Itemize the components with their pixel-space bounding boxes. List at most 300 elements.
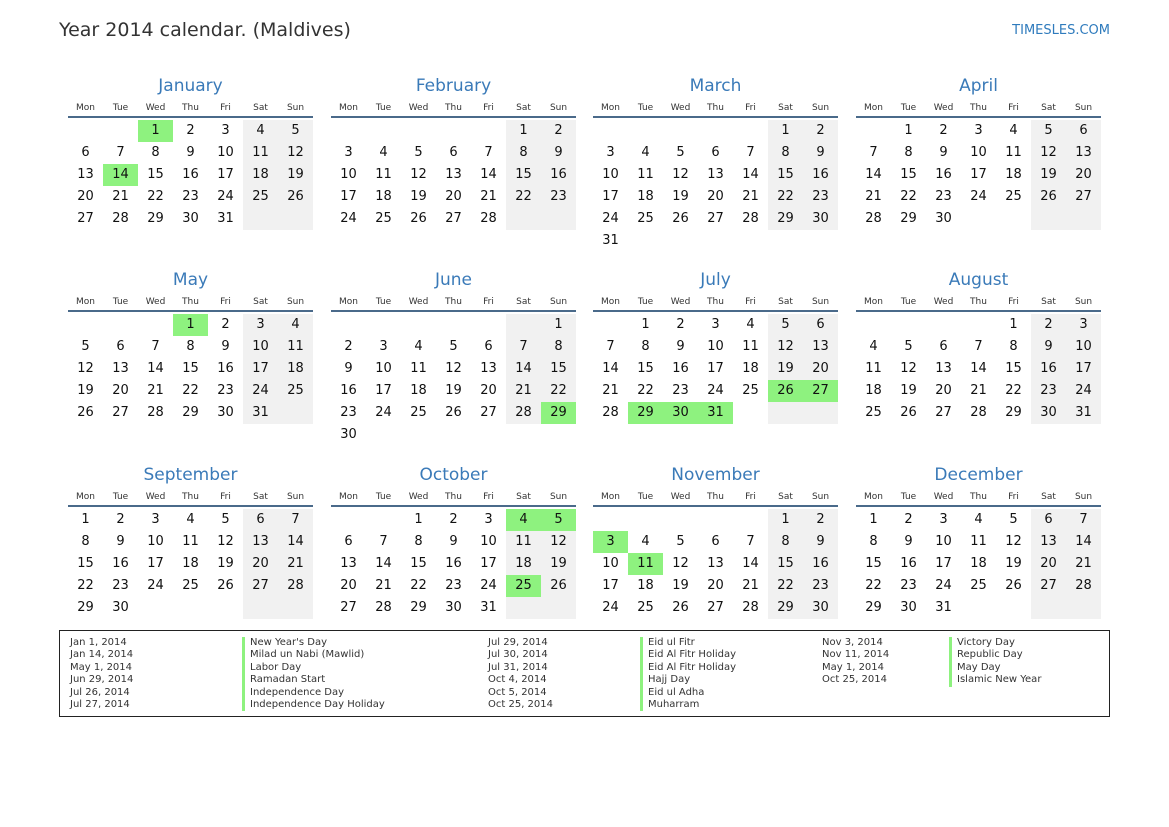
calendar-day: 2	[186, 123, 195, 138]
weekday-label: Fri	[1008, 297, 1019, 307]
calendar-day: 4	[869, 339, 878, 354]
legend-holiday-name: Eid ul Fitr	[640, 637, 736, 649]
calendar-day: 13	[1040, 534, 1057, 549]
calendar-day: 6	[81, 145, 90, 160]
weekday-header	[68, 487, 313, 507]
calendar-day: 7	[151, 339, 160, 354]
calendar-day: 11	[252, 145, 269, 160]
calendar-day: 5	[676, 145, 685, 160]
calendar-day: 6	[1044, 512, 1053, 527]
calendar-day: 13	[1075, 145, 1092, 160]
day-grid	[593, 509, 838, 641]
calendar-day: 7	[116, 145, 125, 160]
calendar-day: 20	[707, 189, 724, 204]
weekday-label: Wed	[670, 103, 691, 113]
calendar-day: 10	[602, 167, 619, 182]
calendar-day: 6	[816, 317, 825, 332]
legend-names-column	[640, 637, 736, 711]
weekday-label: Wed	[933, 103, 954, 113]
calendar-day: 1	[781, 123, 790, 138]
calendar-day: 29	[777, 211, 794, 226]
calendar-day: 8	[869, 534, 878, 549]
calendar-day: 6	[711, 534, 720, 549]
weekday-header	[68, 98, 313, 118]
weekday-label: Sun	[286, 103, 305, 113]
legend-holiday-name: Eid Al Fitr Holiday	[640, 649, 736, 661]
weekday-label: Mon	[76, 492, 95, 502]
calendar-day: 20	[112, 383, 129, 398]
calendar-day: 8	[151, 145, 160, 160]
calendar-day: 9	[221, 339, 230, 354]
legend-date: Oct 25, 2014	[822, 674, 887, 686]
legend-holiday-name: New Year's Day	[242, 637, 385, 649]
page-title: Year 2014 calendar. (Maldives)	[59, 19, 351, 41]
calendar-day: 28	[112, 211, 129, 226]
calendar-day: 25	[182, 578, 199, 593]
calendar-day: 25	[287, 383, 304, 398]
calendar-day: 30	[112, 600, 129, 615]
calendar-day: 11	[287, 339, 304, 354]
calendar-day: 20	[445, 189, 462, 204]
calendar-day: 23	[1040, 383, 1057, 398]
weekday-label: Wed	[933, 297, 954, 307]
calendar-day: 27	[112, 405, 129, 420]
weekday-label: Tue	[637, 492, 654, 502]
calendar-day: 19	[550, 556, 567, 571]
calendar-day: 7	[291, 512, 300, 527]
weekday-label: Thu	[707, 103, 724, 113]
calendar-day: 8	[554, 339, 563, 354]
calendar-day: 14	[147, 361, 164, 376]
weekday-label: Mon	[339, 297, 358, 307]
month-october	[331, 463, 576, 641]
calendar-day: 16	[900, 556, 917, 571]
calendar-day: 25	[375, 211, 392, 226]
calendar-day: 18	[375, 189, 392, 204]
weekday-header	[593, 292, 838, 312]
calendar-day: 27	[707, 211, 724, 226]
calendar-day: 8	[781, 534, 790, 549]
calendar-day: 20	[707, 578, 724, 593]
calendar-day: 7	[519, 339, 528, 354]
calendar-day: 19	[672, 578, 689, 593]
calendar-day: 2	[904, 512, 913, 527]
legend-date: Jun 29, 2014	[70, 674, 134, 686]
calendar-day: 20	[935, 383, 952, 398]
calendar-day: 22	[637, 383, 654, 398]
calendar-day: 25	[252, 189, 269, 204]
weekday-label: Sat	[516, 492, 531, 502]
calendar-day: 21	[515, 383, 532, 398]
legend-date: Nov 11, 2014	[822, 649, 890, 661]
calendar-day: 15	[182, 361, 199, 376]
calendar-day: 20	[480, 383, 497, 398]
legend-date: Oct 4, 2014	[488, 674, 547, 686]
holiday-day: 27	[803, 380, 838, 402]
calendar-day: 18	[1005, 167, 1022, 182]
calendar-day: 24	[1075, 383, 1092, 398]
calendar-day: 2	[221, 317, 230, 332]
calendar-day: 3	[1079, 317, 1088, 332]
holiday-day: 14	[103, 164, 138, 186]
calendar-day: 9	[904, 534, 913, 549]
calendar-day: 30	[900, 600, 917, 615]
weekday-label: Thu	[970, 297, 987, 307]
calendar-day: 28	[970, 405, 987, 420]
legend-date: Jan 1, 2014	[70, 637, 127, 648]
holiday-day: 26	[768, 380, 803, 402]
calendar-day: 5	[1044, 123, 1053, 138]
calendar-day: 6	[939, 339, 948, 354]
calendar-day: 1	[519, 123, 528, 138]
weekday-label: Wed	[933, 492, 954, 502]
month-june	[331, 268, 576, 446]
calendar-day: 14	[1075, 534, 1092, 549]
month-name: December	[934, 465, 1023, 485]
weekday-label: Fri	[483, 103, 494, 113]
day-grid	[593, 314, 838, 446]
calendar-day: 28	[602, 405, 619, 420]
calendar-day: 27	[77, 211, 94, 226]
calendar-day: 15	[900, 167, 917, 182]
calendar-day: 10	[480, 534, 497, 549]
legend-dates-column	[488, 637, 553, 711]
weekday-header	[593, 487, 838, 507]
calendar-day: 9	[816, 145, 825, 160]
calendar-day: 11	[865, 361, 882, 376]
calendar-day: 1	[554, 317, 563, 332]
holiday-day: 5	[541, 509, 576, 531]
calendar-day: 23	[812, 578, 829, 593]
calendar-day: 10	[147, 534, 164, 549]
calendar-day: 12	[672, 167, 689, 182]
calendar-day: 24	[707, 383, 724, 398]
calendar-day: 24	[480, 578, 497, 593]
calendar-day: 27	[707, 600, 724, 615]
calendar-day: 7	[379, 534, 388, 549]
calendar-day: 15	[515, 167, 532, 182]
calendar-day: 29	[182, 405, 199, 420]
holiday-day: 31	[698, 402, 733, 424]
weekday-label: Fri	[483, 297, 494, 307]
calendar-day: 17	[480, 556, 497, 571]
calendar-day: 24	[602, 600, 619, 615]
calendar-day: 12	[1040, 145, 1057, 160]
calendar-day: 12	[672, 556, 689, 571]
legend-holiday-name: Eid Al Fitr Holiday	[640, 662, 736, 674]
calendar-day: 1	[781, 512, 790, 527]
legend-holiday-name: Eid ul Adha	[640, 687, 736, 699]
weekday-label: Tue	[112, 492, 129, 502]
calendar-day: 10	[340, 167, 357, 182]
calendar-day: 4	[974, 512, 983, 527]
calendar-day: 27	[445, 211, 462, 226]
weekday-label: Wed	[408, 492, 429, 502]
calendar-day: 6	[449, 145, 458, 160]
weekday-label: Sat	[253, 297, 268, 307]
weekday-label: Thu	[182, 103, 199, 113]
calendar-day: 21	[602, 383, 619, 398]
calendar-day: 10	[252, 339, 269, 354]
calendar-day: 9	[816, 534, 825, 549]
calendar-day: 2	[1044, 317, 1053, 332]
legend-holiday-name: Republic Day	[949, 649, 1041, 661]
legend-date: May 1, 2014	[70, 661, 133, 673]
calendar-day: 19	[900, 383, 917, 398]
calendar-day: 26	[287, 189, 304, 204]
calendar-day: 27	[1075, 189, 1092, 204]
month-march	[593, 74, 838, 252]
calendar-day: 4	[186, 512, 195, 527]
calendar-day: 14	[515, 361, 532, 376]
calendar-day: 11	[515, 534, 532, 549]
calendar-day: 18	[742, 361, 759, 376]
weekday-header	[331, 292, 576, 312]
calendar-day: 26	[900, 405, 917, 420]
month-name: August	[948, 270, 1009, 290]
calendar-day: 22	[515, 189, 532, 204]
calendar-day: 15	[77, 556, 94, 571]
legend-holiday-name: Muharram	[640, 699, 736, 711]
calendar-day: 16	[112, 556, 129, 571]
calendar-day: 4	[414, 339, 423, 354]
calendar-day: 11	[970, 534, 987, 549]
calendar-day: 12	[287, 145, 304, 160]
month-name: October	[419, 465, 488, 485]
calendar-day: 28	[742, 211, 759, 226]
weekday-label: Sat	[778, 103, 793, 113]
calendar-day: 5	[414, 145, 423, 160]
weekday-label: Fri	[1008, 492, 1019, 502]
legend-holiday-name: May Day	[949, 662, 1041, 674]
calendar-day: 3	[974, 123, 983, 138]
holiday-day: 30	[663, 402, 698, 424]
calendar-day: 13	[707, 167, 724, 182]
calendar-day: 16	[672, 361, 689, 376]
holiday-legend	[59, 630, 1110, 717]
weekday-label: Sun	[1074, 103, 1093, 113]
calendar-day: 27	[340, 600, 357, 615]
calendar-day: 7	[1079, 512, 1088, 527]
calendar-day: 30	[340, 427, 357, 442]
calendar-day: 18	[515, 556, 532, 571]
legend-holiday-name: Milad un Nabi (Mawlid)	[242, 649, 385, 661]
calendar-day: 20	[812, 361, 829, 376]
calendar-day: 13	[480, 361, 497, 376]
legend-holiday-name: Labor Day	[242, 662, 385, 674]
calendar-day: 23	[672, 383, 689, 398]
site-link[interactable]: TIMESLES.COM	[1012, 23, 1110, 38]
calendar-day: 4	[641, 534, 650, 549]
weekday-label: Tue	[112, 103, 129, 113]
calendar-day: 23	[182, 189, 199, 204]
calendar-day: 17	[1075, 361, 1092, 376]
weekday-label: Sun	[549, 492, 568, 502]
weekday-label: Sat	[1041, 297, 1056, 307]
calendar-day: 13	[77, 167, 94, 182]
calendar-day: 26	[77, 405, 94, 420]
calendar-day: 24	[252, 383, 269, 398]
calendar-day: 7	[869, 145, 878, 160]
calendar-day: 3	[379, 339, 388, 354]
calendar-day: 30	[812, 600, 829, 615]
calendar-day: 3	[344, 145, 353, 160]
calendar-day: 4	[746, 317, 755, 332]
calendar-day: 16	[340, 383, 357, 398]
calendar-day: 7	[484, 145, 493, 160]
calendar-day: 31	[480, 600, 497, 615]
weekday-label: Mon	[864, 297, 883, 307]
calendar-day: 8	[414, 534, 423, 549]
weekday-label: Thu	[970, 103, 987, 113]
month-name: January	[158, 76, 223, 96]
calendar-day: 30	[812, 211, 829, 226]
calendar-day: 12	[550, 534, 567, 549]
weekday-label: Sun	[1074, 492, 1093, 502]
calendar-day: 5	[449, 339, 458, 354]
calendar-day: 11	[1005, 145, 1022, 160]
calendar-day: 26	[445, 405, 462, 420]
calendar-day: 24	[935, 578, 952, 593]
month-july	[593, 268, 838, 446]
calendar-day: 23	[900, 578, 917, 593]
calendar-day: 15	[550, 361, 567, 376]
calendar-day: 4	[1009, 123, 1018, 138]
calendar-day: 12	[77, 361, 94, 376]
month-name: April	[959, 76, 998, 96]
calendar-day: 16	[935, 167, 952, 182]
day-grid	[68, 314, 313, 446]
calendar-day: 18	[637, 578, 654, 593]
month-january	[68, 74, 313, 252]
calendar-day: 21	[287, 556, 304, 571]
calendar-day: 21	[147, 383, 164, 398]
calendar-day: 14	[970, 361, 987, 376]
calendar-day: 3	[151, 512, 160, 527]
calendar-day: 28	[515, 405, 532, 420]
calendar-day: 24	[602, 211, 619, 226]
calendar-day: 7	[746, 145, 755, 160]
month-name: September	[143, 465, 238, 485]
calendar-day: 5	[81, 339, 90, 354]
calendar-day: 21	[112, 189, 129, 204]
calendar-day: 2	[676, 317, 685, 332]
day-grid	[331, 120, 576, 252]
calendar-day: 28	[1075, 578, 1092, 593]
weekday-header	[856, 487, 1101, 507]
weekday-header	[331, 98, 576, 118]
calendar-day: 29	[410, 600, 427, 615]
calendar-day: 13	[340, 556, 357, 571]
calendar-day: 11	[742, 339, 759, 354]
weekday-label: Fri	[483, 492, 494, 502]
calendar-day: 10	[935, 534, 952, 549]
calendar-day: 8	[186, 339, 195, 354]
calendar-day: 7	[606, 339, 615, 354]
calendar-day: 26	[410, 211, 427, 226]
calendar-day: 19	[672, 189, 689, 204]
weekday-header	[856, 98, 1101, 118]
weekday-label: Mon	[339, 103, 358, 113]
day-grid	[856, 509, 1101, 641]
calendar-day: 26	[1040, 189, 1057, 204]
month-name: June	[434, 270, 473, 290]
weekday-label: Wed	[408, 297, 429, 307]
calendar-day: 2	[116, 512, 125, 527]
legend-holiday-name: Independence Day	[242, 687, 385, 699]
calendar-day: 24	[375, 405, 392, 420]
calendar-day: 17	[147, 556, 164, 571]
weekday-label: Sat	[778, 492, 793, 502]
weekday-label: Mon	[864, 492, 883, 502]
month-may	[68, 268, 313, 446]
calendar-day: 21	[1075, 556, 1092, 571]
calendar-day: 13	[445, 167, 462, 182]
calendar-day: 29	[777, 600, 794, 615]
legend-date: Jan 14, 2014	[70, 649, 134, 661]
weekday-label: Sun	[549, 103, 568, 113]
calendar-day: 9	[676, 339, 685, 354]
day-grid	[593, 120, 838, 252]
calendar-day: 3	[484, 512, 493, 527]
calendar-day: 18	[287, 361, 304, 376]
legend-holiday-name: Islamic New Year	[949, 674, 1041, 686]
weekday-label: Mon	[601, 103, 620, 113]
calendar-day: 12	[410, 167, 427, 182]
calendar-day: 29	[900, 211, 917, 226]
calendar-day: 9	[116, 534, 125, 549]
calendar-day: 4	[291, 317, 300, 332]
calendar-day: 17	[340, 189, 357, 204]
month-december	[856, 463, 1101, 641]
calendar-day: 12	[777, 339, 794, 354]
calendar-day: 30	[182, 211, 199, 226]
calendar-day: 13	[935, 361, 952, 376]
weekday-label: Mon	[601, 492, 620, 502]
weekday-label: Wed	[408, 103, 429, 113]
legend-dates-column	[822, 637, 889, 687]
calendar-day: 23	[217, 383, 234, 398]
calendar-day: 25	[865, 405, 882, 420]
calendar-day: 16	[812, 167, 829, 182]
legend-holiday-name: Victory Day	[949, 637, 1041, 649]
month-september	[68, 463, 313, 641]
calendar-day: 21	[742, 578, 759, 593]
calendar-day: 28	[742, 600, 759, 615]
legend-date: Oct 5, 2014	[488, 686, 547, 698]
legend-date: May 1, 2014	[822, 661, 885, 673]
weekday-label: Thu	[182, 297, 199, 307]
calendar-day: 25	[970, 578, 987, 593]
weekday-label: Tue	[900, 297, 917, 307]
calendar-day: 3	[606, 145, 615, 160]
month-february	[331, 74, 576, 252]
calendar-day: 17	[217, 167, 234, 182]
calendar-day: 15	[1005, 361, 1022, 376]
weekday-label: Sat	[516, 103, 531, 113]
legend-names-column	[949, 637, 1041, 687]
calendar-day: 21	[742, 189, 759, 204]
calendar-day: 31	[252, 405, 269, 420]
weekday-label: Fri	[1008, 103, 1019, 113]
calendar-day: 2	[449, 512, 458, 527]
calendar-day: 3	[939, 512, 948, 527]
calendar-day: 14	[480, 167, 497, 182]
weekday-label: Tue	[900, 492, 917, 502]
calendar-day: 24	[970, 189, 987, 204]
calendar-day: 31	[602, 233, 619, 248]
day-grid	[856, 120, 1101, 252]
